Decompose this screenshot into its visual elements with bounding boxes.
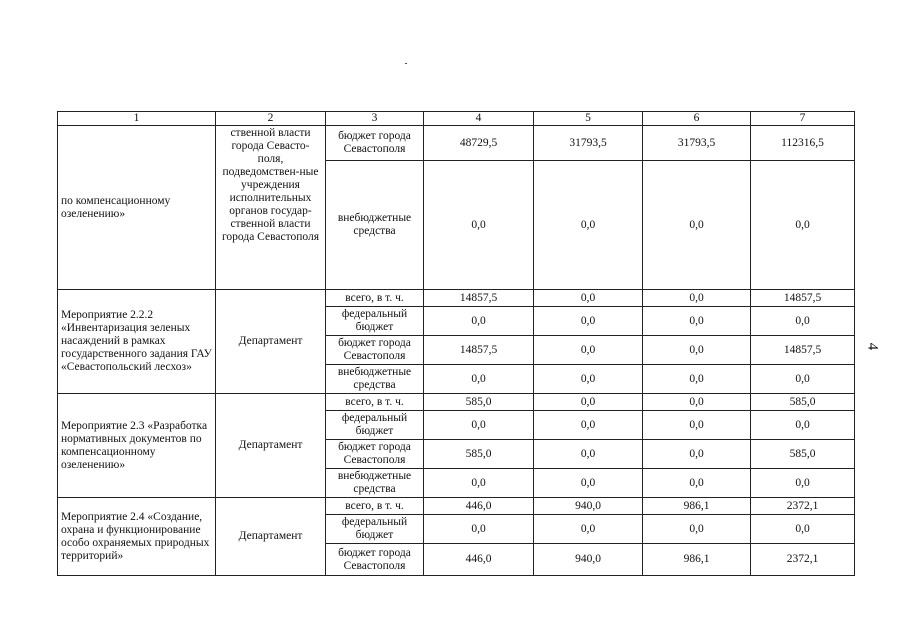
value-cell: 14857,5 xyxy=(424,290,534,307)
value-cell: 585,0 xyxy=(751,440,855,469)
page-number: 4 xyxy=(864,342,881,351)
value-cell: 0,0 xyxy=(534,307,643,336)
value-cell: 585,0 xyxy=(751,394,855,411)
scan-speck xyxy=(405,63,407,64)
header-cell: 3 xyxy=(326,112,424,126)
funding-source: бюджет города Севастополя xyxy=(326,440,424,469)
value-cell: 0,0 xyxy=(534,515,643,544)
value-cell: 0,0 xyxy=(643,161,751,290)
measure-title: Мероприятие 2.4 «Создание, охрана и функционирование особо охраняемых природных территорий» xyxy=(58,498,216,576)
table-row xyxy=(58,394,855,411)
header-cell: 5 xyxy=(534,112,643,126)
header-cell: 6 xyxy=(643,112,751,126)
value-cell: 0,0 xyxy=(424,469,534,498)
header-cell: 2 xyxy=(216,112,326,126)
value-cell: 0,0 xyxy=(643,440,751,469)
value-cell: 14857,5 xyxy=(751,336,855,365)
value-cell: 48729,5 xyxy=(424,126,534,161)
value-cell: 986,1 xyxy=(643,498,751,515)
table-row xyxy=(58,498,855,515)
value-cell: 0,0 xyxy=(424,515,534,544)
value-cell: 31793,5 xyxy=(643,126,751,161)
measure-title: по компенсационному озеленению» xyxy=(58,126,216,290)
value-cell: 0,0 xyxy=(643,515,751,544)
budget-table xyxy=(57,111,855,576)
value-cell: 0,0 xyxy=(424,307,534,336)
value-cell: 986,1 xyxy=(643,544,751,576)
value-cell: 112316,5 xyxy=(751,126,855,161)
value-cell: 0,0 xyxy=(643,365,751,394)
funding-source: бюджет города Севастополя xyxy=(326,544,424,576)
executor-cell: ственной власти города Севасто-поля, подведомствен-ные учреждения исполнительных органов государ-ственной власти города Севастополя xyxy=(216,126,326,290)
value-cell: 0,0 xyxy=(424,411,534,440)
funding-source: федеральный бюджет xyxy=(326,515,424,544)
header-cell: 4 xyxy=(424,112,534,126)
table-row xyxy=(58,290,855,307)
value-cell: 0,0 xyxy=(424,161,534,290)
value-cell: 14857,5 xyxy=(751,290,855,307)
value-cell: 940,0 xyxy=(534,544,643,576)
funding-source: всего, в т. ч. xyxy=(326,290,424,307)
value-cell: 31793,5 xyxy=(534,126,643,161)
value-cell: 0,0 xyxy=(751,307,855,336)
value-cell: 2372,1 xyxy=(751,498,855,515)
value-cell: 0,0 xyxy=(534,440,643,469)
value-cell: 0,0 xyxy=(534,290,643,307)
value-cell: 446,0 xyxy=(424,544,534,576)
funding-source: федеральный бюджет xyxy=(326,411,424,440)
value-cell: 0,0 xyxy=(534,365,643,394)
value-cell: 0,0 xyxy=(751,469,855,498)
value-cell: 0,0 xyxy=(751,411,855,440)
value-cell: 14857,5 xyxy=(424,336,534,365)
funding-source: внебюджетные средства xyxy=(326,365,424,394)
value-cell: 0,0 xyxy=(643,307,751,336)
value-cell: 585,0 xyxy=(424,394,534,411)
value-cell: 0,0 xyxy=(643,411,751,440)
measure-title: Мероприятие 2.2.2 «Инвентаризация зеленых насаждений в рамках государственного задания ГАУ «Севастопольский лесхоз» xyxy=(58,290,216,394)
executor-cell: Департамент xyxy=(216,290,326,394)
measure-title: Мероприятие 2.3 «Разработка нормативных документов по компенсационному озеленению» xyxy=(58,394,216,498)
funding-source: внебюджетные средства xyxy=(326,161,424,290)
value-cell: 0,0 xyxy=(534,411,643,440)
value-cell: 2372,1 xyxy=(751,544,855,576)
header-row xyxy=(58,112,855,126)
value-cell: 0,0 xyxy=(751,515,855,544)
value-cell: 0,0 xyxy=(643,336,751,365)
value-cell: 446,0 xyxy=(424,498,534,515)
funding-source: бюджет города Севастополя xyxy=(326,126,424,161)
value-cell: 940,0 xyxy=(534,498,643,515)
funding-source: внебюджетные средства xyxy=(326,469,424,498)
value-cell: 0,0 xyxy=(534,469,643,498)
funding-source: всего, в т. ч. xyxy=(326,498,424,515)
value-cell: 0,0 xyxy=(534,161,643,290)
funding-source: всего, в т. ч. xyxy=(326,394,424,411)
value-cell: 585,0 xyxy=(424,440,534,469)
value-cell: 0,0 xyxy=(424,365,534,394)
header-cell: 7 xyxy=(751,112,855,126)
funding-source: федеральный бюджет xyxy=(326,307,424,336)
value-cell: 0,0 xyxy=(643,469,751,498)
funding-source: бюджет города Севастополя xyxy=(326,336,424,365)
value-cell: 0,0 xyxy=(751,365,855,394)
header-cell: 1 xyxy=(58,112,216,126)
executor-cell: Департамент xyxy=(216,498,326,576)
value-cell: 0,0 xyxy=(534,336,643,365)
table-row xyxy=(58,126,855,161)
value-cell: 0,0 xyxy=(643,290,751,307)
value-cell: 0,0 xyxy=(534,394,643,411)
value-cell: 0,0 xyxy=(751,161,855,290)
value-cell: 0,0 xyxy=(643,394,751,411)
executor-cell: Департамент xyxy=(216,394,326,498)
